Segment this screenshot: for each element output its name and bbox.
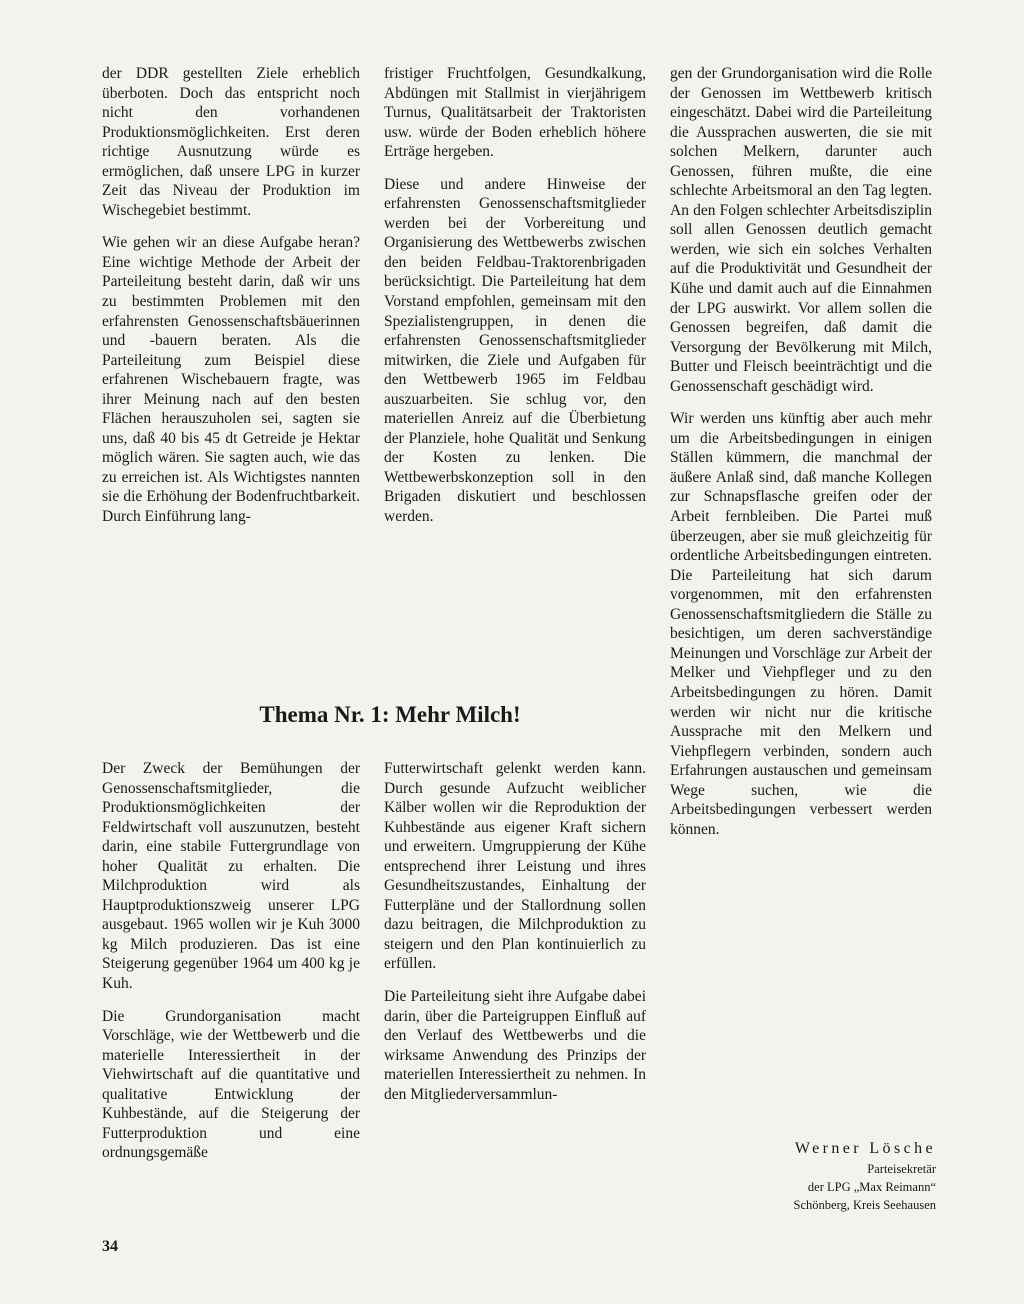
- paragraph: fristiger Fruchtfolgen, Gesundkalkung, Abdüngen mit Stallmist in vierjährigem Turnus, Qualitätsarbeit der Traktoristen usw. würde der Boden erheblich höhere Erträge hergeben.: [384, 65, 646, 161]
- paragraph: Die Parteileitung sieht ihre Aufgabe dabei darin, über die Parteigruppen Einfluß auf den Verlauf des Wettbewerbs und die wirksame Anwendung des Prinzips der materiellen Interessiertheit zu nehmen. In den Mitgliederversammlun-: [384, 988, 646, 1103]
- paragraph: der DDR gestellten Ziele erheblich überboten. Doch das entspricht noch nicht den vorhandenen Produktionsmöglichkeiten. Erst deren richtige Ausnutzung würde es ermöglichen, daß unsere LPG in kurzer Zeit das Niveau der Produktion im Wischegebiet bestimmt.: [102, 65, 360, 219]
- author-title: Parteisekretär: [867, 1162, 936, 1176]
- author-signature: [670, 1138, 936, 1214]
- article-column-2: [384, 64, 646, 527]
- article-column-1: [102, 64, 360, 527]
- page-number: 34: [102, 1238, 118, 1255]
- paragraph: Der Zweck der Bemühungen der Genossenschaftsmitglieder, die Produktionsmöglichkeiten der Feldwirtschaft voll auszunutzen, besteht darin, eine stabile Futtergrundlage von hoher Qualität zu erhalten. Die Milchproduktion wird als Hauptproduktionszweig unserer LPG ausgebaut. 1965 wollen wir je Kuh 3000 kg Milch produzieren. Das ist eine Steigerung gegenüber 1964 um 400 kg je Kuh.: [102, 760, 360, 993]
- article-column-3: [670, 64, 932, 839]
- author-location: Schönberg, Kreis Seehausen: [793, 1198, 936, 1212]
- paragraph: Diese und andere Hinweise der erfahrensten Genossenschaftsmitglieder werden bei der Vorbereitung und Organisierung des Wettbewerbs zwischen den beiden Feldbau-Traktorenbrigaden berücksichtigt. Die Parteileitung hat dem Vorstand empfohlen, gemeinsam mit den Spezialistengruppen, in denen die erfahrensten Genossenschaftsmitglieder mitwirken, die Ziele und Aufgaben für den Wettbewerb 1965 im Feldbau auszuarbeiten. Sie schlug vor, den materiellen Anreiz auf die Überbietung der Planziele, hohe Qualität und Senkung der Kosten zu lenken. Die Wettbewerbskonzeption soll in den Brigaden diskutiert und beschlossen werden.: [384, 175, 646, 526]
- paragraph: Wir werden uns künftig aber auch mehr um die Arbeitsbedingungen in einigen Ställen kümmern, die manchmal der äußere Anlaß sind, daß manche Kollegen zur Schnapsflasche greifen oder der Arbeit fernbleiben. Die Partei muß überzeugen, aber sie muß gleichzeitig für ordentliche Arbeitsbedingungen eintreten. Die Parteileitung hat sich darum vorgenommen, mit den erfahrensten Genossenschaftsmitgliedern die Ställe zu besichtigen, um deren sachverständige Meinungen und Vorschläge zur Arbeit der Melker und Viehpfleger und zu den Arbeitsbedingungen zu hören. Damit werden wir nicht nur die kritische Aussprache mit den Melkern und Viehpflegern verbinden, sondern auch Erfahrungen austauschen und gemeinsam Wege suchen, wie die Arbeitsbedingungen verbessert werden können.: [670, 410, 932, 838]
- author-organization: der LPG „Max Reimann“: [807, 1180, 936, 1194]
- author-name: Werner Lösche: [794, 1140, 936, 1157]
- paragraph: Die Grundorganisation macht Vorschläge, wie der Wettbewerb und die materielle Interessiertheit in der Viehwirtschaft auf die quantitative und qualitative Entwicklung der Kuhbestände, auf die Steigerung der Futterproduktion und eine ordnungsgemäße: [102, 1007, 360, 1162]
- paragraph: Futterwirtschaft gelenkt werden kann. Durch gesunde Aufzucht weiblicher Kälber wollen wir die Reproduktion der Kuhbestände aus eigener Kraft sichern und erweitern. Umgruppierung der Kühe entsprechend ihrer Leistung und ihres Gesundheitszustandes, Einhaltung der Futterpläne und der Stallordnung sollen dazu beitragen, die Milchproduktion zu steigern und den Plan kontinuierlich zu erfüllen.: [384, 760, 646, 973]
- section-heading: Thema Nr. 1: Mehr Milch!: [259, 702, 521, 727]
- article-column-5: [384, 759, 646, 1104]
- paragraph: gen der Grundorganisation wird die Rolle der Genossen im Wettbewerb kritisch eingeschätzt. Dabei wird die Parteileitung die Aussprachen auswerten, die sie mit solchen Melkern, darunter auch Genossen, führen mußte, die eine schlechte Arbeitsmoral an den Tag legten. An den Folgen schlechter Arbeitsdisziplin soll allen Genossen deutlich gemacht werden, wie sich ein solches Verhalten auf die Produktivität und Gesundheit der Kühe und damit auch auf die Einnahmen der LPG auswirkt. Vor allem sollen die Genossen begreifen, daß damit die Versorgung der Bevölkerung mit Milch, Butter und Fleisch beeinträchtigt und die Genossenschaft geschädigt wird.: [670, 65, 932, 395]
- article-column-4: [102, 759, 360, 1163]
- paragraph: Wie gehen wir an diese Aufgabe heran? Eine wichtige Methode der Arbeit der Parteileitung besteht darin, daß wir uns zu bestimmten Problemen mit den erfahrensten Genossenschaftsbäuerinnen und -bauern beraten. Als die Parteileitung zum Beispiel diese erfahrenen Wischebauern fragte, was ihrer Meinung nach auf den besten Flächen herauszuholen sei, sagten sie uns, daß 40 bis 45 dt Getreide je Hektar möglich wären. Sie sagten auch, wie das zu erreichen ist. Als Wichtigstes nannten sie die Erhöhung der Bodenfruchtbarkeit. Durch Einführung lang-: [102, 234, 360, 526]
